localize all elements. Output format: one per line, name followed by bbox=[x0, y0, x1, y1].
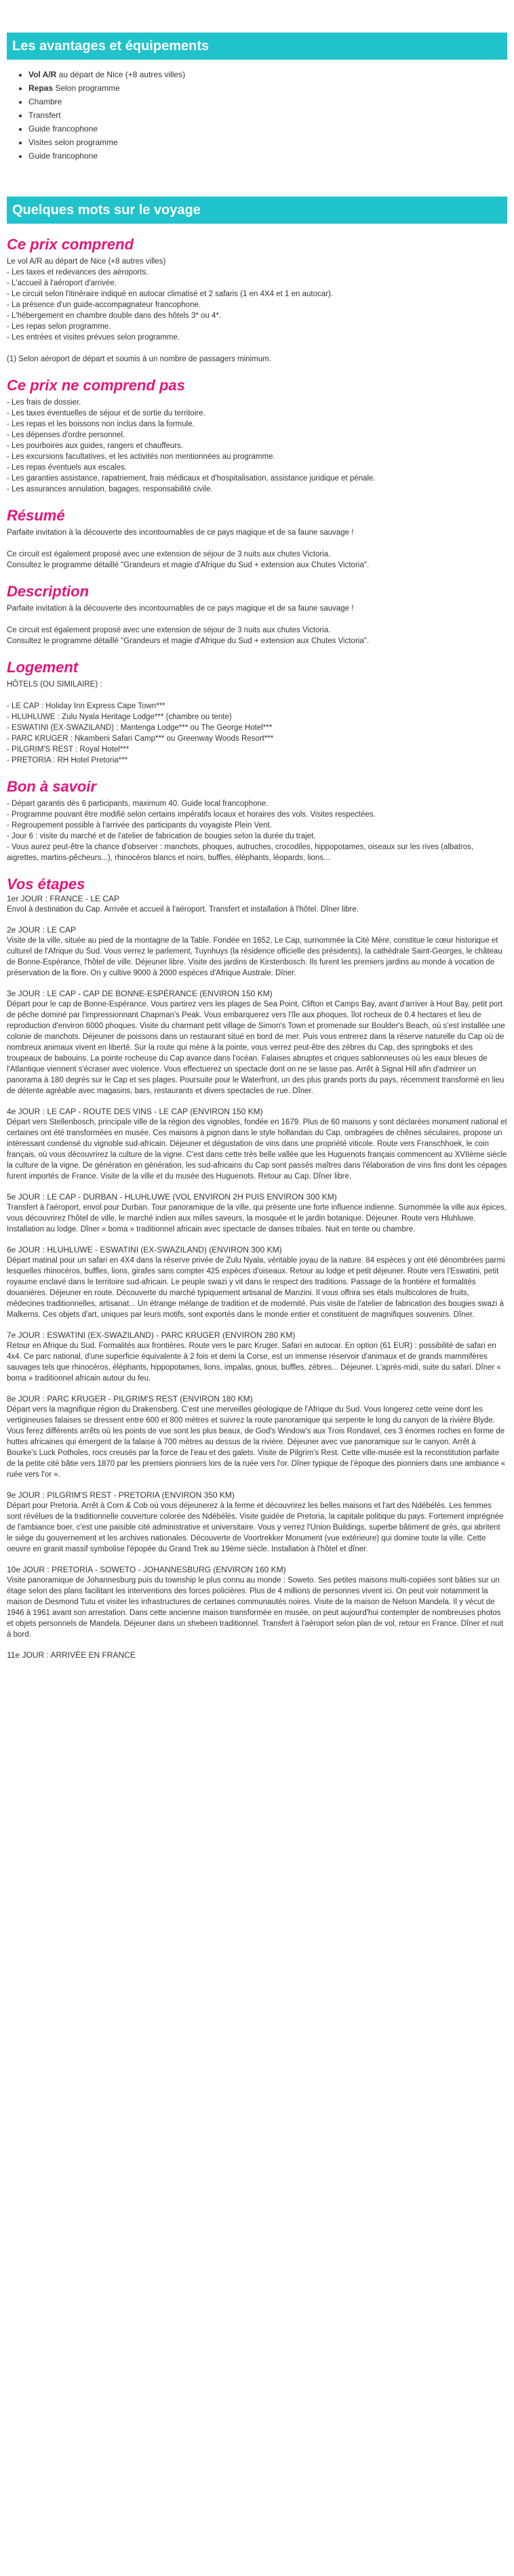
advantage-item-text: Chambre bbox=[28, 97, 62, 106]
itinerary-day-heading: 11e JOUR : ARRIVÉE EN FRANCE bbox=[7, 1650, 136, 1660]
itinerary-day-heading: 10e JOUR : PRETORIA - SOWETO - JOHANNESBURG (ENVIRON 160 KM) bbox=[7, 1565, 286, 1574]
excluded-text: - Les frais de dossier. - Les taxes éventuelles de séjour et de sortie du territoire. - Les repas et les boissons non inclus dans la formule. - Les dépenses d'ordre personnel. - Les pourboires aux guides, rangers et chauffeurs. - Les excursions facultatives, et les activités non mentionnées au programme. - Les repas éventuels aux escales. - Les garanties assistance, rapatriement, frais médicaux et d'hospitalisation, assistance juridique et pénale. - Les assurances annulation, bagages, responsabilité civile. bbox=[7, 398, 376, 493]
itinerary-day bbox=[7, 1191, 507, 1235]
itinerary-day bbox=[7, 1650, 507, 1660]
itinerary-day-heading: 3e JOUR : LE CAP - CAP DE BONNE-ESPÉRANCE (ENVIRON 150 KM) bbox=[7, 989, 273, 998]
advantage-item bbox=[28, 95, 507, 108]
good-to-know-text: - Départ garantis dès 6 participants, maximum 40. Guide local francophone. - Programme pouvant être modifié selon certains impératifs locaux et horaires des vols. Visites respectées. - Regroupement possible à l'arrivée des participants du voyagiste Plein Vent. - Jour 6 : visite du marché et de l'atelier de fabrication de bougies selon la durée du trajet. - Vous aurez peut-être la chance d'observer : manchots, phoques, autruches, crocodiles, hippopotames, oiseaux sur les rives (albatros, aigrettes, martins-pêcheurs...), rhinocéros blancs et noirs, buffles, éléphants, léopards, lions... bbox=[7, 800, 474, 862]
itinerary-day-heading: 5e JOUR : LE CAP - DURBAN - HLUHLUWE (VOL ENVIRON 2H PUIS ENVIRON 300 KM) bbox=[7, 1192, 337, 1202]
itinerary-day-text: Transfert à l'aéroport, envol pour Durban. Tour panoramique de la ville, qui présente une forte influence indienne. Surnommée la ville aux épices, vous découvrirez l'hôtel de ville, le marché indien aux milles saveurs, la mosquée et le jardin botanique. Déjeuner. Route vers Hluhluwe. Installation au lodge. Dîner « boma » traditionnel africain avec spectacle de danses tribales. Nuit en tente ou chambre. bbox=[7, 1204, 507, 1233]
itinerary-day-text: Départ matinal pour un safari en 4X4 dans la réserve privée de Zulu Nyala, véritable joyau de la nature. 84 espèces y ont été dénombrées parmi lesquelles rhinocéros, buffles, lions, girafes sans compter 425 espèces d'oiseaux. Retour au lodge et petit déjeuner. Route vers l'Eswatini, petit royaume enclavé dans le territoire sud-africain. Le peuple swazi y vit dans le respect des traditions. Passage de la frontière et formalités douanières. Déjeuner en route. Découverte du marché typiquement artisanal de Manzini. Il vous offrira ses étals multicolores de fruits, médecines traditionnelles, artisanat... Un étrange mélange de tradition et de modernité. Puis visite de l'atelier de fabrication des bougies swazi à Malkerns. Ces objets d'art, uniques par leurs motifs, sont exportés dans le monde entier et constituent de magnifiques souvenirs. Dîner. bbox=[7, 1256, 505, 1319]
summary-text: Parfaite invitation à la découverte des incontournables de ce pays magique et de sa faune sauvage ! Ce circuit est également proposé avec une extension de séjour de 3 nuits aux chutes Victoria. Consultez le programme détaillé "Grandeurs et magie d'Afrique du Sud + extension aux Chutes Victoria". bbox=[7, 529, 370, 569]
itinerary-day bbox=[7, 1244, 507, 1320]
advantage-item-text: Selon programme bbox=[53, 83, 120, 93]
advantage-item bbox=[28, 68, 507, 81]
lodging-title: Logement bbox=[7, 659, 79, 676]
itinerary-day-heading: 7e JOUR : ESWATINI (EX-SWAZILAND) - PARC KRUGER (ENVIRON 280 KM) bbox=[7, 1330, 296, 1340]
itinerary-title: Vos étapes bbox=[7, 876, 85, 893]
itinerary-day-text: Visite panoramique de Johannesburg puis du township le plus connu au monde : Soweto. Ses petites maisons multi-copiées sont bâties sur un étage selon des plans facilitant les interventions des forces policières. Plus de 4 millions de personnes vivent ici. On peut voir notamment la maison de Desmond Tutu et visiter les infrastructures de certaines communautés noires. Visite de la maison de Nelson Mandela. Il y vécut de 1946 à 1961 avant son arrestation. Dans cette ancienne maison transformée en musée, on peut aujourd'hui contempler de nombreuses photos et objets personnels de Mandela. Déjeuner dans un shebeen traditionnel. Transfert à l'aéroport selon plan de vol, retour en France. Dîner et nuit à bord. bbox=[7, 1576, 504, 1639]
advantage-item bbox=[28, 122, 507, 136]
excluded-title: Ce prix ne comprend pas bbox=[7, 377, 185, 394]
itinerary-day bbox=[7, 988, 507, 1097]
advantage-item bbox=[28, 136, 507, 149]
itinerary-day-text: Retour en Afrique du Sud. Formalités aux frontières. Route vers le parc Kruger. Safari en autocar. En option (61 EUR) : possibilité de safari en 4x4. Ce parc national, d'une superficie équivalente à 2 fois et demi la Corse, est un immense réservoir d'animaux et de grands mammifères sauvages tels que rhinocéros, éléphants, hippopotames, lions, impalas, gnous, buffles, zèbres... Déjeuner. L'après-midi, suite du safari. Dîner « boma » traditionnel africain autour du feu. bbox=[7, 1342, 501, 1383]
itinerary-day bbox=[7, 1106, 507, 1182]
advantage-item-text: au départ de Nice (+8 autres villes) bbox=[56, 70, 186, 79]
itinerary-day bbox=[7, 1393, 507, 1480]
itinerary-day-heading: 8e JOUR : PARC KRUGER - PILGRIM'S REST (ENVIRON 180 KM) bbox=[7, 1394, 253, 1404]
lodging-text: HÔTELS (OU SIMILAIRE) : - LE CAP : Holiday Inn Express Cape Town*** - HLUHLUWE : Zulu Nyala Heritage Lodge*** (chambre ou tente) - ESWATINI (EX-SWAZILAND) : Mantenga Lodge*** ou The George Hotel*** - PARC KRUGER : Nkambeni Safari Camp*** ou Greenway Woods Resort*** - PILGRIM'S REST : Royal Hotel*** - PRETORIA : RH Hotel Pretoria*** bbox=[7, 680, 274, 764]
advantage-item-text: Guide francophone bbox=[28, 151, 98, 161]
page bbox=[0, 33, 514, 1660]
advantage-item-bold: Repas bbox=[28, 83, 54, 93]
itinerary-day bbox=[7, 924, 507, 979]
description-title: Description bbox=[7, 583, 90, 600]
itinerary-day-heading: 4e JOUR : LE CAP - ROUTE DES VINS - LE CAP (ENVIRON 150 KM) bbox=[7, 1107, 263, 1116]
itinerary-day bbox=[7, 1564, 507, 1640]
itinerary-section bbox=[7, 876, 507, 1660]
advantage-item-text: Guide francophone bbox=[28, 124, 98, 134]
description-text: Parfaite invitation à la découverte des incontournables de ce pays magique et de sa faune sauvage ! Ce circuit est également proposé avec une extension de séjour de 3 nuits aux chutes Victoria. Consultez le programme détaillé "Grandeurs et magie d'Afrique du Sud + extension aux Chutes Victoria". bbox=[7, 605, 370, 645]
itinerary-day-heading: 6e JOUR : HLUHLUWE - ESWATINI (EX-SWAZILAND) (ENVIRON 300 KM) bbox=[7, 1245, 282, 1254]
itinerary-day-text: Départ pour le cap de Bonne-Espérance. Vous partirez vers les plages de Sea Point, Clifton et Camps Bay, avant d'arriver à Hout Bay, petit port de pêche dominé par l'impressionnant Chapman's Peak. Vous embarquerez vers l'île aux phoques, îlot rocheux de 0.4 hectares et lieu de reproduction d'environ 6000 phoques. Visite du charmant petit village de Simon's Town et promenade sur Boulder's Beach, où s'est installée une colonie de manchots. Déjeuner de poissons dans un restaurant situé en bord de mer. Puis vous entrerez dans la réserve naturelle du Cap où de nombreux animaux vivent en liberté. Sur la route qui mène à la pointe, vous verrez peut-être des zèbres du Cap, des springboks et des troupeaux de babouins. La pointe rocheuse du Cap avance dans l'océan. Falaises abruptes et criques sablonneuses où les eaux bleues de l'Atlantique viennent s'écraser avec violence. Vous effectuerez un spectacle dont on ne se lasse pas. Arrêt à Signal Hill afin d'admirer un panorama à 180 degrés sur le Cap et ses plages. Poursuite pour le Waterfront, un des plus grands ports du pays, récemment transformé en lieu de détente agréable avec magasins, bars, restaurants et divers spectacles de rue. Dîner. bbox=[7, 1000, 505, 1095]
advantages-heading: Les avantages et équipements bbox=[7, 33, 507, 60]
advantage-item-text: Visites selon programme bbox=[28, 138, 118, 147]
itinerary-days bbox=[7, 893, 507, 1660]
description-section bbox=[7, 583, 507, 647]
included-title: Ce prix comprend bbox=[7, 236, 134, 253]
summary-section bbox=[7, 507, 507, 571]
itinerary-day-text: Départ pour Pretoria. Arrêt à Corn & Cob où vous déjeunerez à la ferme et découvrirez les belles maisons et l'art des Ndébélés. Les femmes sont révélues de la traditionnelle couverture colorée des Ndébélés. Visite guidée de Pretoria, la capitale politique du pays. Fortement imprégnée de l'ambiance boer, c'est une paisible cité administrative et universitaire. Vous y verrez l'Union Buildings, superbe bâtiment de grès, qui abritent le siège du gouvernement et les archives nationales. Découverte de Voortrekker Monument (vue extérieure) qui domine toute la ville. Cette oeuvre en granit massif symbolise l'épopée du Grand Trek au 19ème siècle. Installation à l'hôtel et dîner. bbox=[7, 1502, 504, 1553]
itinerary-day bbox=[7, 1330, 507, 1384]
summary-title: Résumé bbox=[7, 507, 65, 524]
itinerary-day-text: Visite de la ville, située au pied de la montagne de la Table. Fondée en 1652, Le Cap, surnommée la Cité Mère, constitue le cœur historique et culturel de l'Afrique du Sud. Vous verrez le parlement, Tuynhuys (la résidence officielle des présidents), la cathédrale Saint-Georges, le château de Bonne-Espérance, l'hôtel de ville. Déjeuner libre. Visite des jardins de Kirstenbosch. Ils furent les premiers jardins au monde à vocation de préservation de la flore. On y cultive 9000 à 2000 espèces d'Afrique Australe. Dîner. bbox=[7, 937, 502, 977]
itinerary-day-heading: 1er JOUR : FRANCE - LE CAP bbox=[7, 894, 120, 903]
advantage-item bbox=[28, 149, 507, 163]
itinerary-day-text: Envol à destination du Cap. Arrivée et accueil à l'aéroport. Transfert et installation à l'hôtel. Dîner libre. bbox=[7, 905, 359, 914]
itinerary-day-heading: 2e JOUR : LE CAP bbox=[7, 925, 77, 935]
lodging-section bbox=[7, 659, 507, 766]
advantage-item-bold: Vol A/R bbox=[28, 70, 57, 79]
excluded-section bbox=[7, 377, 507, 495]
good-to-know-section bbox=[7, 778, 507, 863]
advantage-item bbox=[28, 81, 507, 95]
included-text: Le vol A/R au départ de Nice (+8 autres villes) - Les taxes et redevances des aéroports. - L'accueil à l'aéroport d'arrivée. - Le circuit selon l'itinéraire indiqué en autocar climatisé et 2 safaris (1 en 4X4 et 1 en autocar). - La présence d'un guide-accompagnateur francophone. - L'hébergement en chambre double dans des hôtels 3* ou 4*. - Les repas selon programme. - Les entrées et visites prévues selon programme. (1) Selon aéroport de départ et soumis à un nombre de passagers minimum. bbox=[7, 258, 333, 363]
advantage-item bbox=[28, 108, 507, 122]
itinerary-day bbox=[7, 1490, 507, 1555]
voyage-heading: Quelques mots sur le voyage bbox=[7, 197, 507, 224]
advantages-list bbox=[7, 68, 507, 163]
advantage-item-text: Transfert bbox=[28, 110, 61, 120]
itinerary-day-heading: 9e JOUR : PILGRIM'S REST - PRETORIA (ENVIRON 350 KM) bbox=[7, 1490, 235, 1500]
itinerary-day-text: Départ vers Stellenbosch, principale ville de la région des vignobles, fondée en 1679. Plus de 60 maisons y sont déclarées monument national et certaines ont été transformées en musée. Ces maisons à pignon dans le style hollandais du Cap, ombragées de chênes séculaires, propose un intéressant condensé du vignoble sud-africain. Déjeuner et dégustation de vins dans une propriété viticole. Route vers Franschhoek, le coin français, où vous découvrirez la culture de la vigne. C'est dans cette très belle vallée que les Huguenots français commencent au XVIIème siècle la culture de la vigne. De génération en génération, les sud-africains du Cap sont passés maîtres dans l'élaboration de vins fins dont les cépages furent importés de France. Visite de la ville et du musée des Huguenots. Retour au Cap. Dîner libre. bbox=[7, 1118, 507, 1181]
itinerary-day-text: Départ vers la magnifique région du Drakensberg. C'est une merveilles géologique de l'Afrique du Sud. Vous longerez cette veine dont les vertigineuses falaises se dressent entre 600 et 800 mètres et suivrez la route panoramique qui serpente le long du canyon de la rivière Blyde. Vous ferez différents arrêts où les points de vue sont les plus beaux, de God's Window's aux Trois Rondavel, ces 3 énormes roches en forme de huttes africaines qui émergent de la falaise à 700 mètres au dessus de la rivière. Déjeuner avec vue panoramique sur le canyon. Arrêt à Bourke's Luck Potholes, rocs creusés par la force de l'eau et des galets. Visite de Pilgrim's Rest. Cette ville-musée est la reconstitution parfaite de la petite cité bâtie vers 1870 par les premiers pionniers lors de la ruée vers l'or. Dîner typique de l'époque des pionniers dans une ambiance « ruée vers l'or ». bbox=[7, 1406, 506, 1479]
good-to-know-title: Bon à savoir bbox=[7, 778, 97, 795]
included-section bbox=[7, 236, 507, 365]
itinerary-day bbox=[7, 893, 507, 915]
